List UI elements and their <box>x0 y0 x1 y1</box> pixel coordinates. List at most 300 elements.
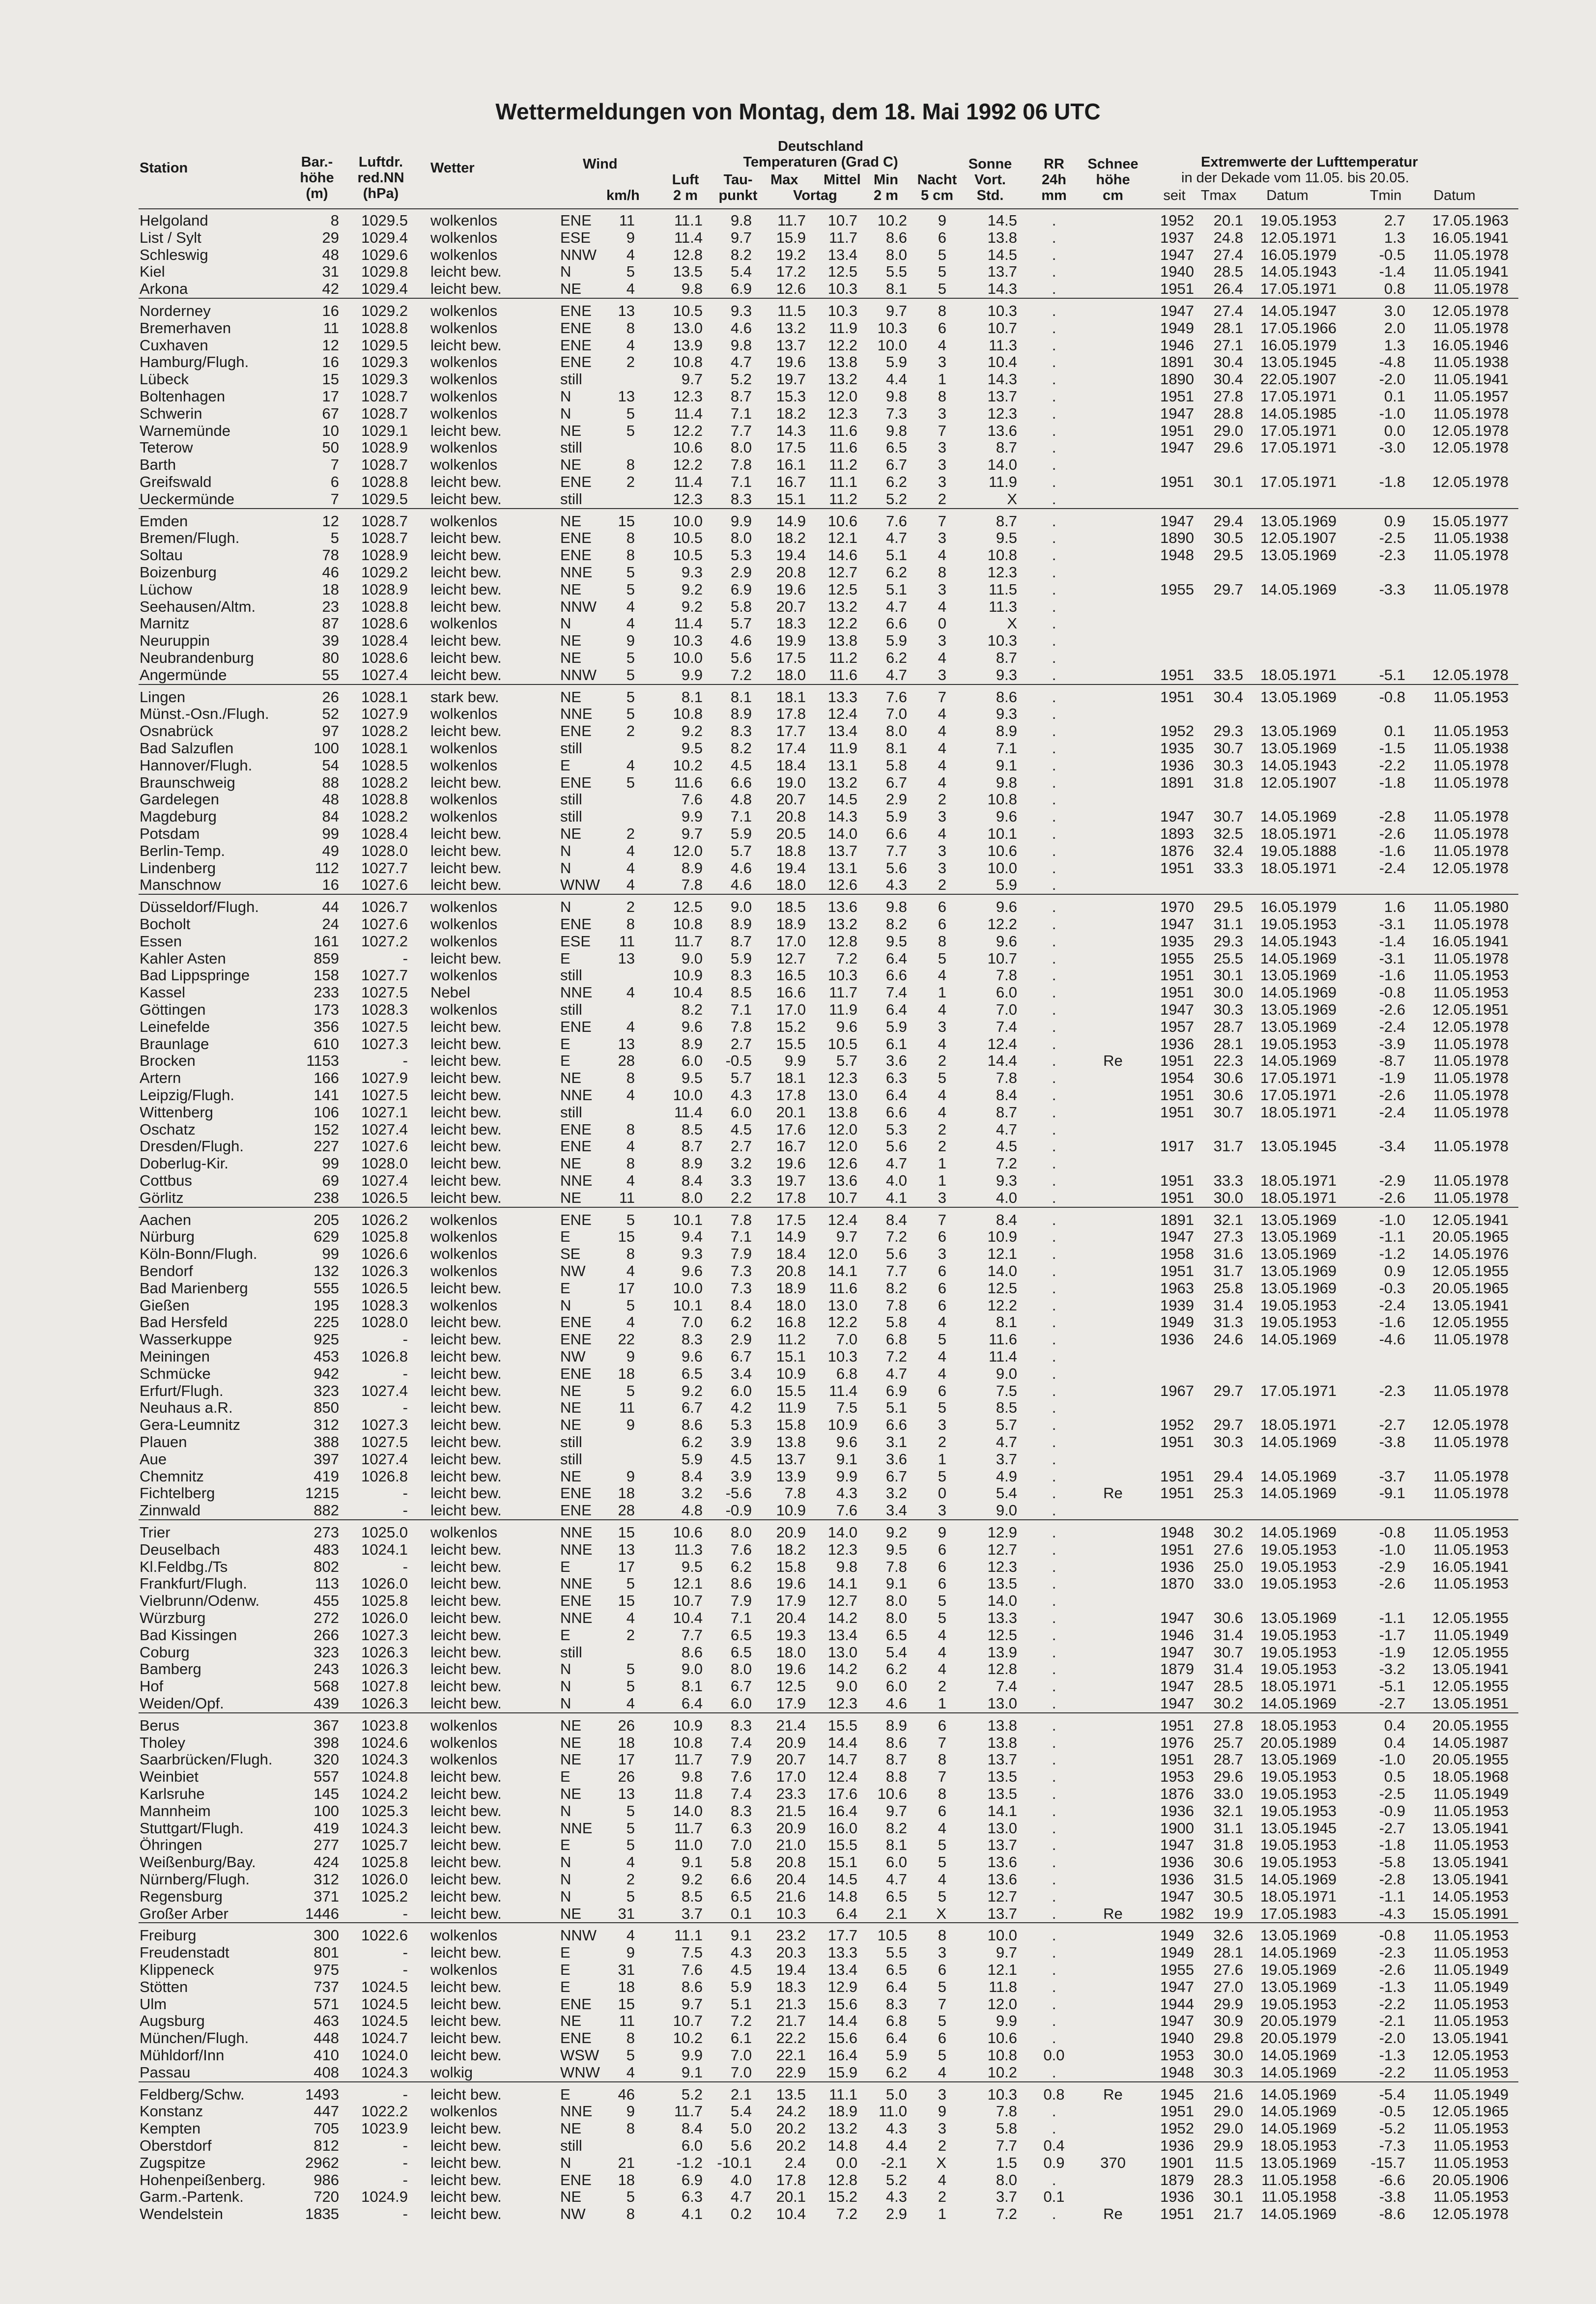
cell-mittel-temp: 14.7 <box>827 1751 857 1768</box>
cell-nacht-temp: 2 <box>938 1120 946 1138</box>
cell-wind-speed: 5 <box>626 1819 635 1837</box>
cell-seit: 1876 <box>1160 1785 1194 1802</box>
table-row <box>0 1416 1596 1434</box>
cell-tmax: 32.1 <box>1213 1211 1243 1228</box>
cell-max-temp: 18.4 <box>776 756 806 774</box>
cell-rr: . <box>1052 1524 1056 1541</box>
cell-tmin: 0.8 <box>1384 280 1405 298</box>
cell-luft-temp: 3.2 <box>681 1484 703 1502</box>
cell-tmin: 0.9 <box>1384 512 1405 530</box>
cell-nacht-temp: 4 <box>938 546 946 564</box>
cell-max-temp: 19.6 <box>776 580 806 598</box>
cell-tmin: -3.8 <box>1379 2188 1405 2206</box>
cell-mittel-temp: 14.2 <box>827 1609 857 1626</box>
cell-station: Teterow <box>140 439 193 456</box>
cell-luft-temp: 11.7 <box>674 1751 703 1768</box>
cell-luftdruck: - <box>402 1399 408 1417</box>
cell-mittel-temp: 13.2 <box>827 370 857 388</box>
cell-bar-hoehe: 78 <box>322 546 339 564</box>
cell-wind-speed: 13 <box>618 302 635 319</box>
cell-wind-dir: NE <box>560 456 582 474</box>
cell-tmax: 30.4 <box>1213 353 1243 371</box>
cell-rr: 0.1 <box>1043 2188 1065 2206</box>
cell-wind-dir: NE <box>560 825 582 842</box>
cell-wetter: leicht bew. <box>430 1558 502 1575</box>
table-row <box>0 2154 1596 2172</box>
cell-luftdruck: 1026.3 <box>361 1643 408 1661</box>
cell-min-temp: 2.9 <box>885 2205 907 2223</box>
table-row <box>0 1052 1596 1070</box>
cell-wetter: leicht bew. <box>430 1905 502 1922</box>
cell-mittel-temp: 12.7 <box>827 1592 857 1610</box>
cell-taupunkt: 4.3 <box>730 1086 752 1104</box>
cell-luftdruck: 1026.0 <box>361 1871 408 1888</box>
cell-bar-hoehe: 67 <box>322 404 339 422</box>
cell-wind-dir: WSW <box>560 2047 599 2064</box>
cell-luft-temp: 9.8 <box>681 280 703 298</box>
cell-nacht-temp: 2 <box>938 1138 946 1155</box>
table-row <box>0 1523 1596 1542</box>
cell-sonne: 13.0 <box>987 1819 1017 1837</box>
cell-sonne: 8.5 <box>996 1399 1017 1417</box>
cell-wetter: leicht bew. <box>430 1502 502 1519</box>
cell-tmax: 28.1 <box>1213 319 1243 337</box>
cell-taupunkt: 6.2 <box>730 1313 752 1331</box>
cell-mittel-temp: 12.1 <box>827 529 857 547</box>
cell-taupunkt: 6.7 <box>730 1678 752 1695</box>
cell-max-temp: 18.5 <box>776 898 806 916</box>
cell-rr: . <box>1052 529 1056 547</box>
cell-station: Bocholt <box>140 915 191 933</box>
cell-wind-speed: 8 <box>626 915 635 933</box>
cell-tmin-datum: 15.05.1977 <box>1432 512 1509 530</box>
cell-tmax: 28.8 <box>1213 404 1243 422</box>
cell-max-temp: 11.9 <box>777 1399 806 1417</box>
cell-luftdruck: 1027.4 <box>361 1382 408 1399</box>
cell-luft-temp: 4.8 <box>681 1502 703 1519</box>
cell-tmin: -1.8 <box>1379 773 1405 791</box>
cell-tmax: 25.0 <box>1213 1558 1243 1575</box>
cell-luft-temp: 8.5 <box>681 1120 703 1138</box>
cell-wetter: leicht bew. <box>430 564 502 581</box>
cell-tmin-datum: 11.05.1953 <box>1433 2063 1509 2081</box>
cell-rr: . <box>1052 473 1056 490</box>
cell-tmin: -2.7 <box>1379 1416 1405 1434</box>
cell-wind-dir: ENE <box>560 1018 592 1035</box>
cell-taupunkt: 6.5 <box>730 1626 752 1644</box>
cell-mittel-temp: 13.0 <box>827 1296 857 1314</box>
cell-luftdruck: 1024.8 <box>361 1768 408 1786</box>
cell-sonne: 13.7 <box>987 263 1017 281</box>
table-row <box>0 688 1596 707</box>
cell-bar-hoehe: 243 <box>314 1660 339 1678</box>
cell-sonne: 12.5 <box>987 1626 1017 1644</box>
cell-luftdruck: 1027.3 <box>361 1035 408 1052</box>
header-nacht-1: Nacht <box>917 172 957 188</box>
cell-station: Braunschweig <box>140 773 235 791</box>
cell-max-temp: 20.4 <box>776 1609 806 1626</box>
cell-mittel-temp: 15.1 <box>827 1853 857 1871</box>
cell-luft-temp: 9.6 <box>681 1262 703 1280</box>
cell-wetter: leicht bew. <box>430 632 502 650</box>
cell-tmin: -2.5 <box>1379 529 1405 547</box>
cell-wind-dir: NE <box>560 632 582 650</box>
cell-tmin-datum: 11.05.1938 <box>1433 529 1509 547</box>
cell-luftdruck: 1026.5 <box>361 1279 408 1297</box>
cell-max-temp: 13.7 <box>776 1450 806 1468</box>
cell-tmin-datum: 11.05.1978 <box>1433 319 1509 337</box>
cell-station: Freiburg <box>140 1927 197 1944</box>
cell-seit: 1951 <box>1160 666 1194 683</box>
cell-sonne: 14.5 <box>987 212 1017 229</box>
cell-tmax-datum: 13.05.1969 <box>1260 967 1337 984</box>
cell-seit: 1949 <box>1160 1944 1194 1962</box>
cell-tmax: 28.1 <box>1213 1944 1243 1962</box>
cell-luft-temp: 7.7 <box>681 1626 703 1644</box>
cell-mittel-temp: 12.3 <box>827 404 857 422</box>
cell-tmin: -3.0 <box>1379 439 1405 456</box>
cell-rr: . <box>1052 649 1056 666</box>
cell-min-temp: 7.8 <box>885 1296 907 1314</box>
cell-mittel-temp: 10.3 <box>827 1348 857 1365</box>
cell-wind-dir: NE <box>560 1751 582 1768</box>
cell-taupunkt: -0.5 <box>725 1052 752 1070</box>
cell-min-temp: 3.1 <box>885 1433 907 1451</box>
cell-min-temp: 7.7 <box>885 842 907 859</box>
cell-sonne: 9.0 <box>996 1502 1017 1519</box>
cell-sonne: 14.3 <box>987 370 1017 388</box>
cell-luft-temp: 9.2 <box>681 597 703 615</box>
cell-seit: 1890 <box>1160 529 1194 547</box>
cell-bar-hoehe: 610 <box>314 1035 339 1052</box>
cell-tmin: -1.8 <box>1379 1836 1405 1854</box>
cell-max-temp: 17.5 <box>776 649 806 666</box>
cell-luft-temp: 11.7 <box>674 932 703 950</box>
cell-seit: 1952 <box>1160 722 1194 740</box>
cell-tmin: -3.9 <box>1379 1035 1405 1052</box>
cell-rr: . <box>1052 439 1056 456</box>
cell-taupunkt: 6.5 <box>730 1643 752 1661</box>
cell-nacht-temp: 3 <box>938 439 946 456</box>
table-row <box>0 280 1596 298</box>
cell-luft-temp: 8.9 <box>681 859 703 877</box>
cell-wind-speed: 5 <box>626 1887 635 1905</box>
cell-wind-dir: NE <box>560 688 582 706</box>
cell-max-temp: 18.0 <box>776 1296 806 1314</box>
cell-wind-speed: 5 <box>626 2047 635 2064</box>
cell-rr: . <box>1052 212 1056 229</box>
cell-max-temp: 17.5 <box>776 1211 806 1228</box>
cell-max-temp: 15.2 <box>776 1018 806 1035</box>
cell-mittel-temp: 13.8 <box>827 1103 857 1121</box>
table-row <box>0 1382 1596 1400</box>
table-row <box>0 319 1596 338</box>
cell-station: Gardelegen <box>140 791 220 808</box>
cell-station: Hannover/Flugh. <box>140 756 253 774</box>
cell-luft-temp: 10.6 <box>673 439 703 456</box>
cell-luftdruck: 1028.3 <box>361 1001 408 1018</box>
cell-mittel-temp: 12.8 <box>827 2171 857 2189</box>
cell-sonne: 14.0 <box>987 456 1017 474</box>
cell-wind-speed: 5 <box>626 1660 635 1678</box>
cell-tmax-datum: 14.05.1969 <box>1260 2103 1337 2120</box>
cell-tmax: 31.3 <box>1213 1313 1243 1331</box>
cell-seit: 1940 <box>1160 2029 1194 2047</box>
cell-min-temp: 8.8 <box>885 1768 907 1786</box>
table-row <box>0 1750 1596 1769</box>
cell-nacht-temp: 2 <box>938 490 946 508</box>
cell-sonne: 11.4 <box>988 1348 1017 1365</box>
cell-rr: . <box>1052 2103 1056 2120</box>
cell-mittel-temp: 11.1 <box>828 473 857 490</box>
cell-max-temp: 10.9 <box>776 1502 806 1519</box>
cell-station: Seehausen/Altm. <box>140 597 256 615</box>
cell-wind-speed: 4 <box>626 1927 635 1944</box>
cell-bar-hoehe: 7 <box>330 490 339 508</box>
cell-tmax-datum: 13.05.1969 <box>1260 1978 1337 1995</box>
cell-tmax-datum: 14.05.1969 <box>1260 580 1337 598</box>
cell-station: Berus <box>140 1716 179 1734</box>
cell-bar-hoehe: 11 <box>323 319 339 337</box>
cell-mittel-temp: 12.5 <box>827 580 857 598</box>
table-row <box>0 756 1596 775</box>
cell-taupunkt: 8.3 <box>730 1716 752 1734</box>
cell-wind-dir: NE <box>560 1785 582 1802</box>
cell-seit: 1951 <box>1160 1716 1194 1734</box>
cell-wind-speed: 8 <box>626 1245 635 1263</box>
cell-wind-speed: 2 <box>626 1626 635 1644</box>
cell-tmin: -1.7 <box>1379 1626 1405 1644</box>
cell-rr: . <box>1052 1279 1056 1297</box>
cell-tmin: -4.8 <box>1379 353 1405 371</box>
cell-tmin: -2.4 <box>1379 859 1405 877</box>
cell-taupunkt: 5.0 <box>730 2120 752 2137</box>
cell-mittel-temp: 14.2 <box>827 1660 857 1678</box>
cell-nacht-temp: 3 <box>938 473 946 490</box>
cell-wind-dir: N <box>560 263 571 281</box>
cell-station: Kassel <box>140 984 186 1001</box>
cell-tmin: -1.6 <box>1379 842 1405 859</box>
cell-wind-speed: 21 <box>618 2154 635 2171</box>
cell-taupunkt: 4.2 <box>730 1399 752 1417</box>
cell-mittel-temp: 18.9 <box>827 2103 857 2120</box>
cell-luft-temp: 8.4 <box>681 1172 703 1189</box>
cell-luft-temp: 9.6 <box>681 1348 703 1365</box>
cell-nacht-temp: 9 <box>938 1524 946 1541</box>
cell-min-temp: 6.6 <box>885 967 907 984</box>
cell-wind-dir: NNE <box>560 1575 593 1593</box>
cell-station: List / Sylt <box>140 228 201 246</box>
cell-min-temp: 5.9 <box>885 2047 907 2064</box>
cell-min-temp: 4.7 <box>885 1365 907 1382</box>
header-sonne-1: Sonne <box>968 156 1012 172</box>
cell-seit: 1893 <box>1160 825 1194 842</box>
cell-mittel-temp: 12.0 <box>827 1120 857 1138</box>
cell-luftdruck: 1028.9 <box>361 439 408 456</box>
cell-wind-dir: E <box>560 1836 570 1854</box>
cell-seit: 1939 <box>1160 1296 1194 1314</box>
cell-bar-hoehe: 233 <box>314 984 339 1001</box>
cell-bar-hoehe: 371 <box>314 1887 339 1905</box>
cell-wetter: wolkenlos <box>430 756 498 774</box>
cell-mittel-temp: 13.3 <box>827 688 857 706</box>
cell-max-temp: 20.1 <box>776 1103 806 1121</box>
cell-sonne: 12.5 <box>987 1279 1017 1297</box>
table-row <box>0 1103 1596 1122</box>
cell-wetter: leicht bew. <box>430 1155 502 1172</box>
cell-tmax-datum: 14.05.1947 <box>1260 302 1337 319</box>
cell-tmax-datum: 18.05.1971 <box>1260 825 1337 842</box>
cell-nacht-temp: 5 <box>938 1592 946 1610</box>
cell-station: Regensburg <box>140 1887 223 1905</box>
cell-taupunkt: 8.3 <box>730 722 752 740</box>
cell-tmax: 25.8 <box>1213 1279 1243 1297</box>
cell-station: Kahler Asten <box>140 949 226 967</box>
cell-tmin: -2.5 <box>1379 1785 1405 1802</box>
cell-nacht-temp: 6 <box>938 1279 946 1297</box>
cell-taupunkt: 2.2 <box>730 1189 752 1206</box>
cell-tmax: 30.7 <box>1213 740 1243 757</box>
cell-tmin-datum: 11.05.1978 <box>1433 1382 1509 1399</box>
cell-max-temp: 23.2 <box>776 1927 806 1944</box>
cell-nacht-temp: 6 <box>938 319 946 337</box>
cell-taupunkt: 5.8 <box>730 597 752 615</box>
cell-wetter: wolkenlos <box>430 302 498 319</box>
cell-wetter: leicht bew. <box>430 1467 502 1485</box>
cell-tmin: -0.3 <box>1379 1279 1405 1297</box>
cell-luft-temp: 6.7 <box>681 1399 703 1417</box>
cell-sonne: 13.7 <box>987 1836 1017 1854</box>
cell-tmin-datum: 11.05.1978 <box>1433 773 1509 791</box>
cell-bar-hoehe: 24 <box>322 915 339 933</box>
cell-taupunkt: 9.3 <box>730 302 752 319</box>
cell-mittel-temp: 11.2 <box>828 456 857 474</box>
cell-min-temp: 10.2 <box>877 212 907 229</box>
cell-bar-hoehe: 97 <box>322 722 339 740</box>
cell-tmax: 30.6 <box>1213 1853 1243 1871</box>
cell-wind-dir: ENE <box>560 546 592 564</box>
cell-max-temp: 20.2 <box>776 2120 806 2137</box>
cell-min-temp: 9.5 <box>885 1540 907 1558</box>
cell-luft-temp: 10.8 <box>673 1734 703 1751</box>
cell-station: Weiden/Opf. <box>140 1695 224 1712</box>
cell-seit: 1955 <box>1160 1961 1194 1978</box>
cell-wind-speed: 13 <box>618 388 635 405</box>
cell-rr: . <box>1052 1245 1056 1263</box>
cell-taupunkt: 5.8 <box>730 1853 752 1871</box>
cell-station: Saarbrücken/Flugh. <box>140 1751 273 1768</box>
cell-tmin: -3.4 <box>1379 1138 1405 1155</box>
cell-wetter: leicht bew. <box>430 2137 502 2154</box>
cell-station: Oschatz <box>140 1120 196 1138</box>
cell-luft-temp: 9.1 <box>681 2063 703 2081</box>
cell-wind-speed: 9 <box>626 1944 635 1962</box>
cell-min-temp: 5.4 <box>885 1643 907 1661</box>
cell-sonne: 8.7 <box>996 512 1017 530</box>
cell-wetter: Nebel <box>430 984 470 1001</box>
cell-tmin-datum: 13.05.1941 <box>1432 1660 1509 1678</box>
cell-nacht-temp: 6 <box>938 1575 946 1593</box>
cell-nacht-temp: 4 <box>938 1001 946 1018</box>
cell-luft-temp: 10.4 <box>673 984 703 1001</box>
cell-seit: 1967 <box>1160 1382 1194 1399</box>
cell-luftdruck: 1025.0 <box>361 1524 408 1541</box>
cell-sonne: 9.6 <box>996 932 1017 950</box>
cell-taupunkt: 6.3 <box>730 1819 752 1837</box>
cell-wetter: leicht bew. <box>430 1035 502 1052</box>
cell-mittel-temp: 9.0 <box>836 1678 857 1695</box>
table-row <box>0 2046 1596 2065</box>
cell-min-temp: 4.7 <box>885 1871 907 1888</box>
cell-bar-hoehe: 46 <box>322 564 339 581</box>
cell-wind-speed: 18 <box>618 1484 635 1502</box>
cell-wind-dir: ENE <box>560 1484 592 1502</box>
cell-min-temp: 6.2 <box>885 1660 907 1678</box>
table-row <box>0 1262 1596 1280</box>
cell-bar-hoehe: 323 <box>314 1643 339 1661</box>
cell-wetter: leicht bew. <box>430 1853 502 1871</box>
cell-sonne: 12.3 <box>987 1558 1017 1575</box>
cell-max-temp: 13.5 <box>776 2085 806 2103</box>
cell-tmax-datum: 19.05.1953 <box>1260 1035 1337 1052</box>
cell-tmax-datum: 13.05.1969 <box>1260 1245 1337 1263</box>
cell-min-temp: 6.7 <box>885 456 907 474</box>
cell-min-temp: 8.1 <box>885 280 907 298</box>
cell-wetter: leicht bew. <box>430 280 502 298</box>
cell-rr: . <box>1052 1540 1056 1558</box>
cell-seit: 1944 <box>1160 1995 1194 2013</box>
cell-luftdruck: 1026.5 <box>361 1189 408 1206</box>
cell-luft-temp: 6.3 <box>681 2188 703 2206</box>
cell-rr: . <box>1052 1484 1056 1502</box>
cell-max-temp: 20.8 <box>776 564 806 581</box>
table-row <box>0 825 1596 843</box>
cell-wetter: wolkenlos <box>430 791 498 808</box>
cell-tmax-datum: 19.05.1953 <box>1260 1296 1337 1314</box>
cell-wetter: leicht bew. <box>430 2012 502 2030</box>
cell-tmin: -3.8 <box>1379 1433 1405 1451</box>
cell-tmax: 22.3 <box>1213 1052 1243 1070</box>
cell-rr: . <box>1052 791 1056 808</box>
cell-max-temp: 11.5 <box>777 302 806 319</box>
cell-wetter: leicht bew. <box>430 1802 502 1820</box>
cell-luftdruck: 1029.5 <box>361 336 408 354</box>
cell-mittel-temp: 7.5 <box>836 1399 857 1417</box>
header-seit: seit <box>1163 188 1186 203</box>
cell-min-temp: 4.7 <box>885 597 907 615</box>
cell-bar-hoehe: 69 <box>322 1172 339 1189</box>
cell-wetter: leicht bew. <box>430 1944 502 1962</box>
cell-bar-hoehe: 87 <box>322 615 339 632</box>
cell-rr: . <box>1052 564 1056 581</box>
table-row <box>0 2188 1596 2206</box>
cell-max-temp: 23.3 <box>776 1785 806 1802</box>
cell-luft-temp: 6.5 <box>681 1365 703 1382</box>
cell-min-temp: 5.6 <box>885 859 907 877</box>
cell-nacht-temp: 4 <box>938 1103 946 1121</box>
cell-wind-dir: WNW <box>560 2063 600 2081</box>
cell-wind-dir: NE <box>560 2012 582 2030</box>
cell-tmax-datum: 19.05.1953 <box>1260 1836 1337 1854</box>
cell-tmin: -1.3 <box>1379 1978 1405 1995</box>
cell-nacht-temp: 3 <box>938 632 946 650</box>
cell-nacht-temp: 1 <box>938 1450 946 1468</box>
cell-max-temp: 16.1 <box>776 456 806 474</box>
cell-tmax-datum: 14.05.1969 <box>1260 1467 1337 1485</box>
table-row <box>0 1189 1596 1207</box>
table-row <box>0 387 1596 406</box>
cell-nacht-temp: 5 <box>938 2012 946 2030</box>
